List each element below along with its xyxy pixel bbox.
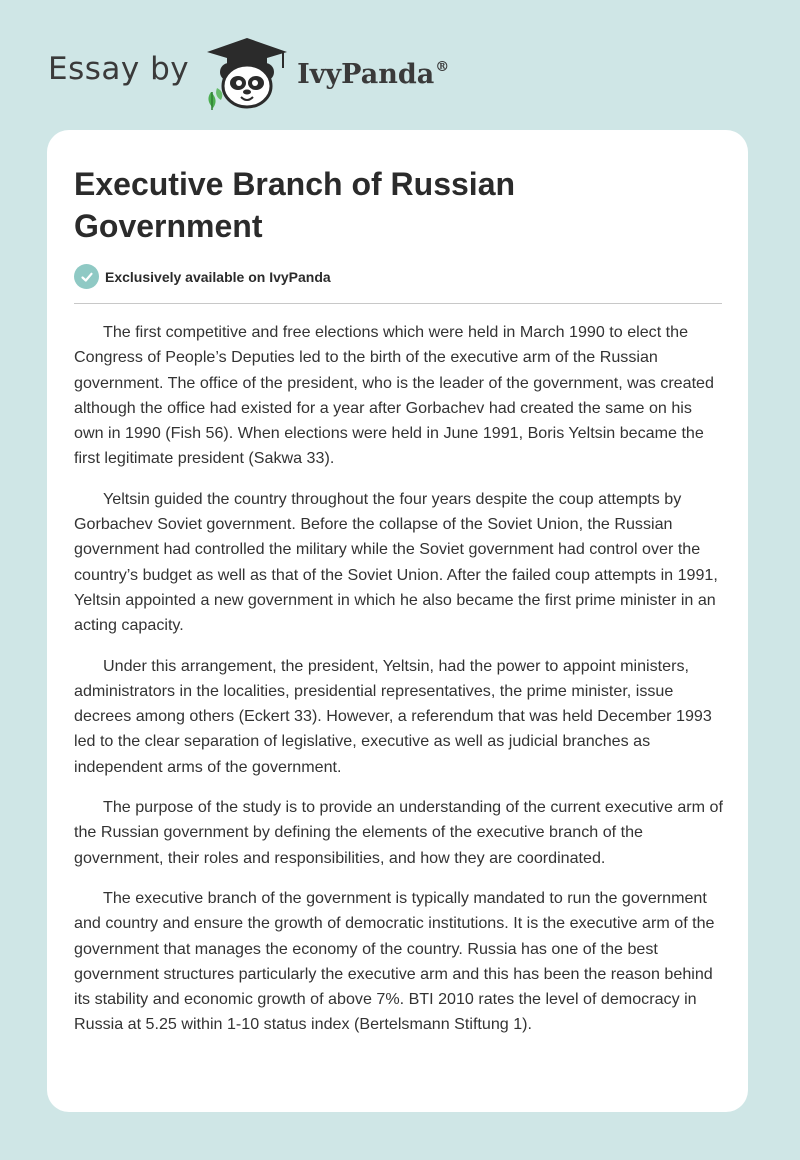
- panda-graduation-cap-logo-icon[interactable]: [203, 34, 291, 110]
- site-header: [48, 34, 449, 110]
- paragraph: The executive branch of the government is typically mandated to run the government and country and ensure the growth of democratic institutions. It is the executive arm of the government that manages the economy of the country. Russia has one of the best government structures particularly the executive arm and this has been the reason behind its stability and economic growth of above 7%. BTI 2010 rates the level of democracy in Russia at 5.25 within 1-10 status index (Bertelsmann Stiftung 1).: [74, 888, 715, 1034]
- paragraph: The first competitive and free elections which were held in March 1990 to elect the Congress of People’s Deputies led to the birth of the executive arm of the Russian government. The office of the president, who is the leader of the government, was created although the office had existed for a year after Gorbachev had created the same on his own in 1990 (Fish 56). When elections were held in June 1991, Boris Yeltsin became the first legitimate president (Sakwa 33).: [74, 323, 714, 468]
- registered-mark: ®: [435, 58, 450, 75]
- essay-by-label: Essay by: [48, 51, 190, 87]
- paragraph: Under this arrangement, the president, Yeltsin, had the power to appoint ministers, administrators in the localities, presidential representatives, the prime minister, issue decrees among others (Eckert 33). However, a referendum that was held December 1993 led to the clear separation of legislative, executive as well as judicial branches as independent arms of the government.: [74, 656, 712, 776]
- brand-name[interactable]: [297, 59, 449, 90]
- check-circle-icon: [74, 264, 99, 289]
- exclusive-badge-text: Exclusively available on IvyPanda: [105, 268, 331, 285]
- divider: [74, 303, 722, 304]
- paragraph: The purpose of the study is to provide an understanding of the current executive arm of the Russian government by defining the elements of the executive branch of the government, their roles and responsibilities, and how they are coordinated.: [74, 798, 723, 867]
- paragraph: Yeltsin guided the country throughout the four years despite the coup attempts by Gorbachev Soviet government. Before the collapse of the Soviet Union, the Russian government had controlled the military while the Soviet government had control over the country’s budget as well as that of the Soviet Union. After the failed coup attempts in 1991, Yeltsin appointed a new government in which he also became the first prime minister in an acting capacity.: [74, 489, 718, 635]
- brand-text: IvyPanda: [297, 58, 435, 90]
- page-title: Executive Branch of Russian Government: [74, 166, 516, 244]
- essay-body: [74, 320, 724, 1053]
- essay-card: [47, 130, 748, 1112]
- exclusive-badge: [74, 264, 331, 289]
